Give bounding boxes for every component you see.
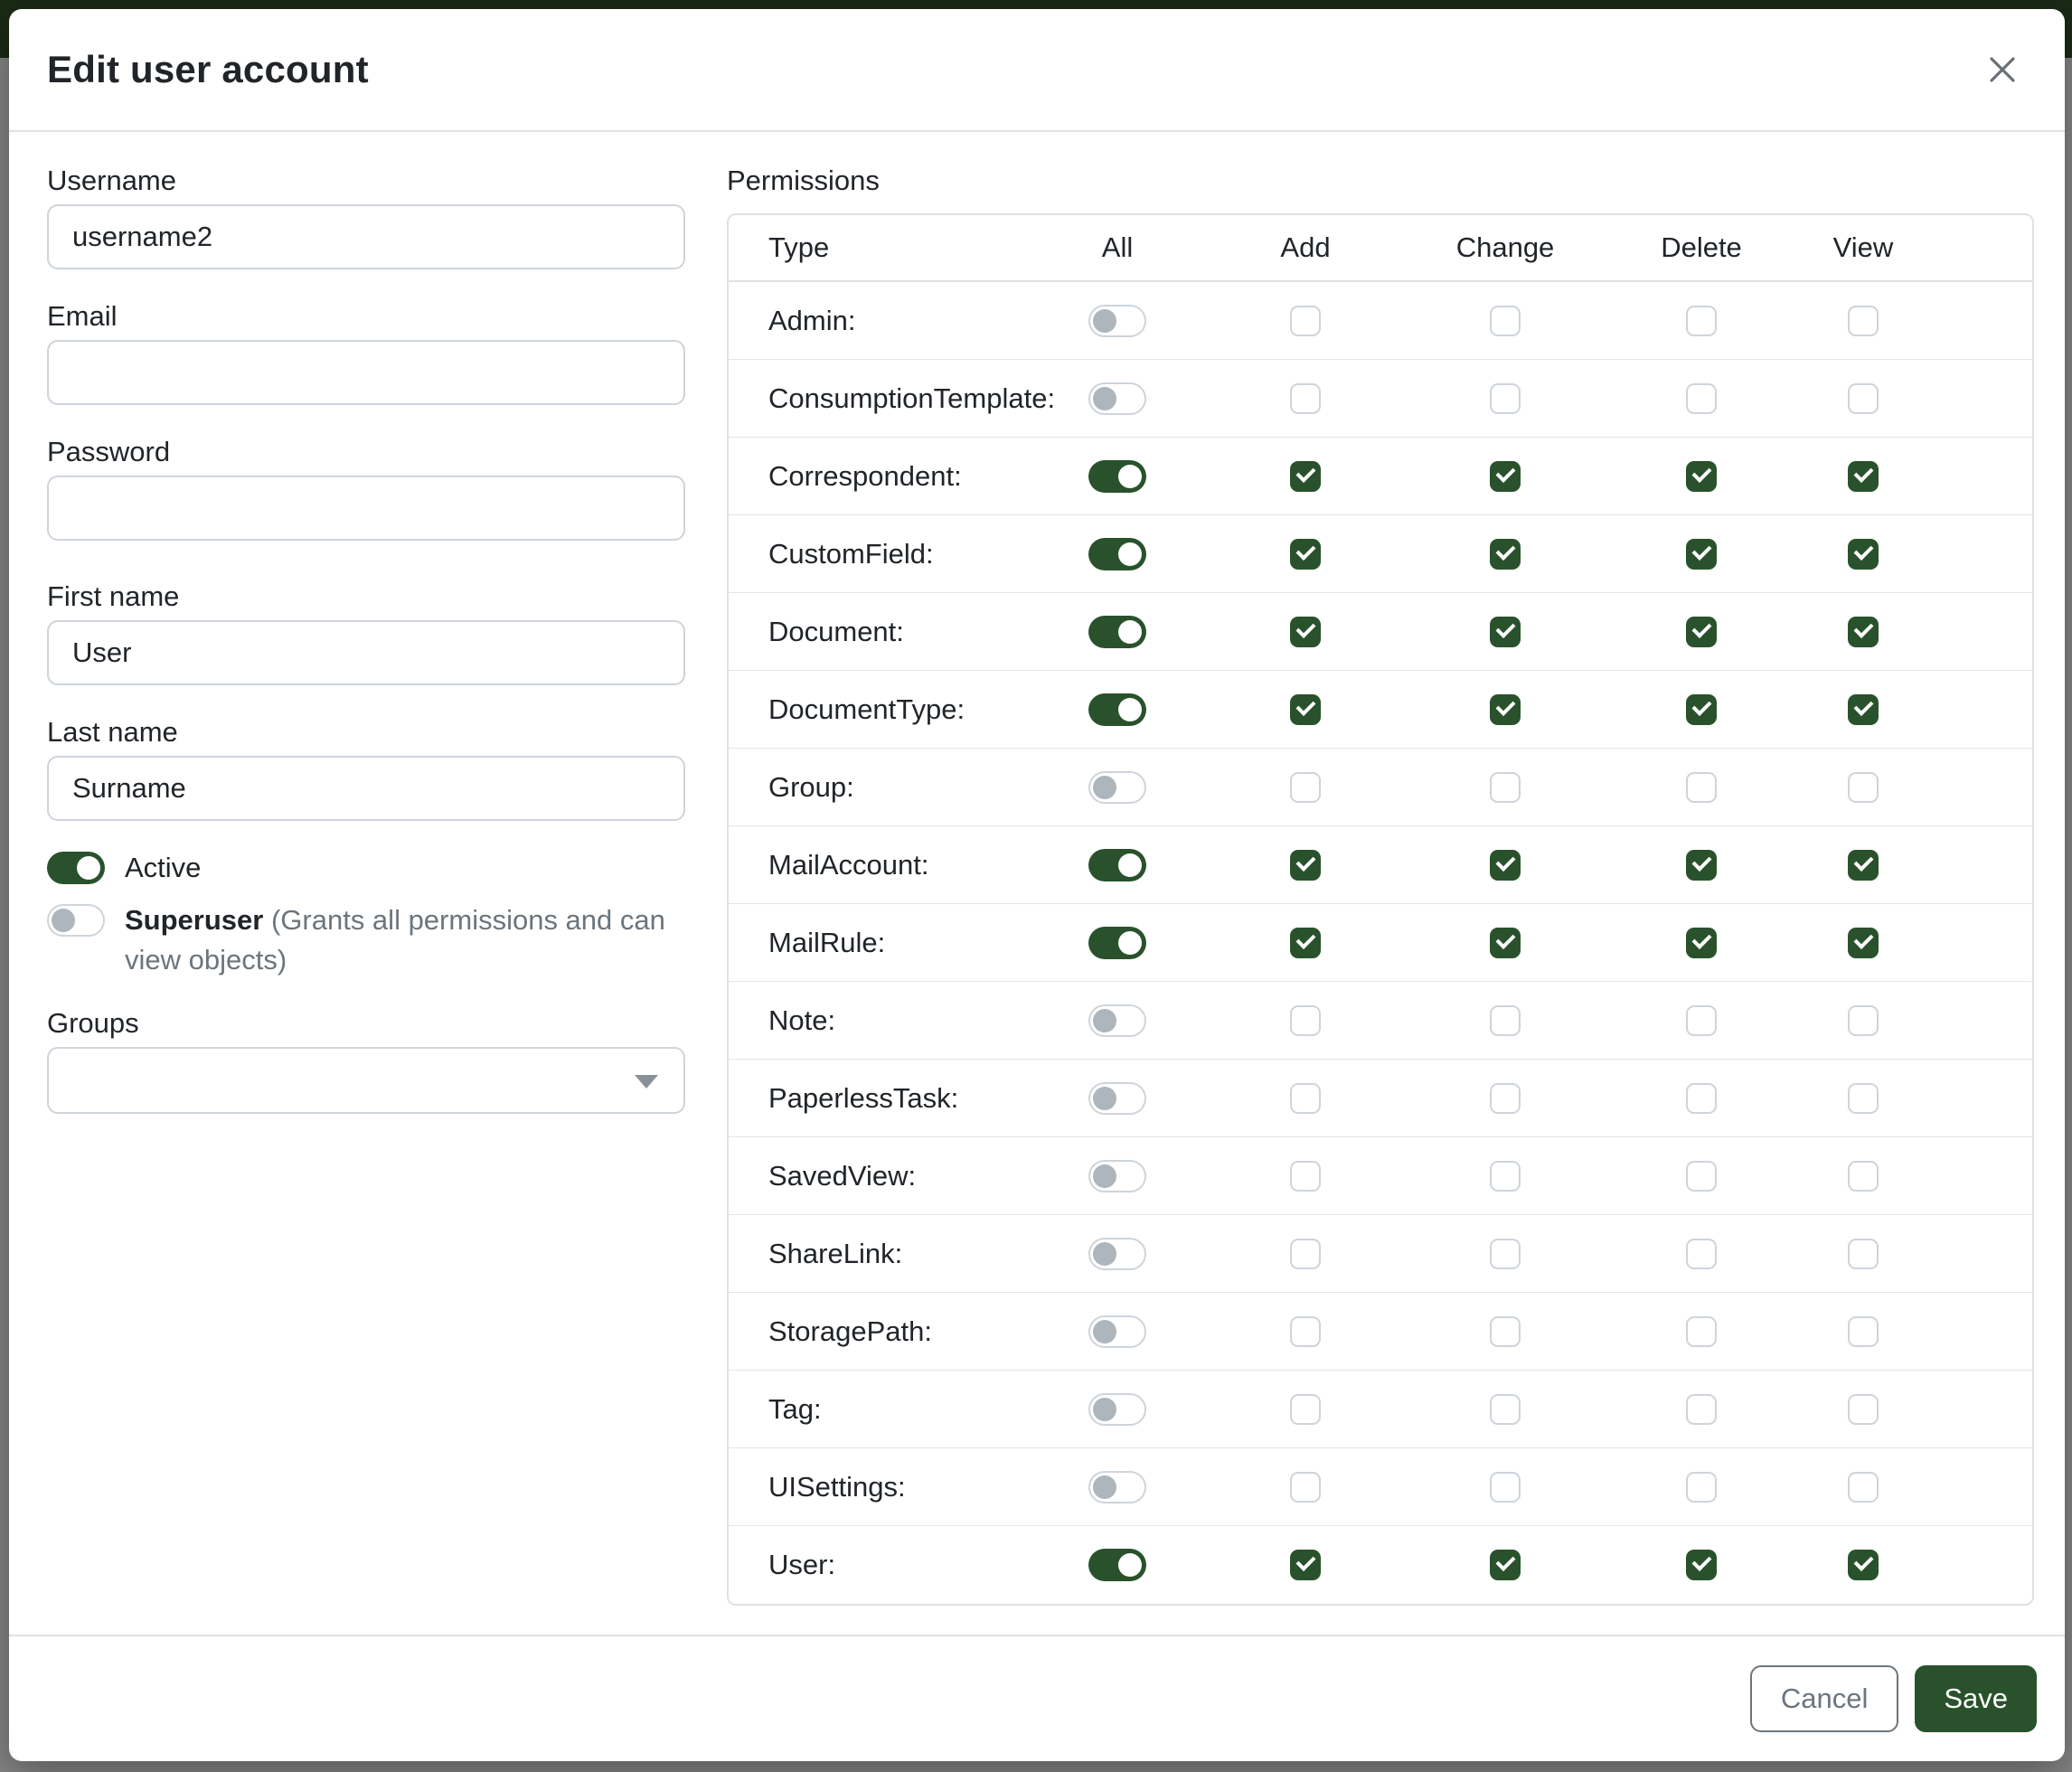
add-checkbox[interactable] [1290, 306, 1321, 336]
permission-cell-view [1795, 772, 1931, 803]
permission-cell-delete [1607, 694, 1795, 725]
permission-row [729, 1215, 2032, 1293]
permission-row [729, 282, 2032, 360]
toggle-knob [1118, 620, 1142, 644]
permission-cell-view [1795, 1472, 1931, 1503]
permission-cell-delete [1607, 1472, 1795, 1503]
permission-type-label: ConsumptionTemplate: [768, 382, 1056, 414]
view-checkbox[interactable] [1848, 1161, 1879, 1192]
permission-cell-add [1208, 1316, 1403, 1347]
permission-type-label: PaperlessTask: [768, 1081, 959, 1114]
delete-checkbox[interactable] [1686, 617, 1717, 647]
superuser-toggle[interactable] [47, 904, 105, 937]
permission-cell-view [1795, 1239, 1931, 1269]
close-button[interactable] [1978, 45, 2027, 94]
permission-cell-add [1208, 539, 1403, 570]
permission-cell-view [1795, 461, 1931, 492]
permission-cell-view [1795, 1005, 1931, 1036]
change-checkbox[interactable] [1490, 461, 1521, 492]
first-name-label: First name [47, 580, 180, 612]
change-checkbox[interactable] [1490, 539, 1521, 570]
all-toggle[interactable] [1088, 382, 1146, 415]
all-toggle[interactable] [1088, 1238, 1146, 1270]
permission-cell-all [1027, 693, 1208, 726]
permission-cell-all [1027, 538, 1208, 570]
permission-type-label: ShareLink: [768, 1237, 903, 1269]
add-checkbox[interactable] [1290, 461, 1321, 492]
all-toggle[interactable] [1088, 1549, 1146, 1581]
permission-type-label: UISettings: [768, 1470, 906, 1503]
permission-cell-change [1403, 772, 1607, 803]
add-checkbox[interactable] [1290, 1394, 1321, 1425]
all-toggle[interactable] [1088, 538, 1146, 570]
permission-row [729, 982, 2032, 1060]
permission-cell-change [1403, 1005, 1607, 1036]
permission-row [729, 1526, 2032, 1604]
delete-checkbox[interactable] [1686, 383, 1717, 414]
change-checkbox[interactable] [1490, 1550, 1521, 1580]
all-toggle[interactable] [1088, 1393, 1146, 1426]
permission-cell-change [1403, 1550, 1607, 1580]
password-group [47, 436, 685, 541]
permissions-table [727, 213, 2034, 1606]
superuser-hint: (Grants all permissions and can view objects) [125, 904, 665, 976]
permission-cell-all [1027, 771, 1208, 804]
permissions-table-body [729, 282, 2032, 1604]
view-checkbox[interactable] [1848, 1316, 1879, 1347]
all-toggle[interactable] [1088, 616, 1146, 648]
add-checkbox[interactable] [1290, 1083, 1321, 1114]
delete-checkbox[interactable] [1686, 1239, 1717, 1269]
permission-cell-add [1208, 1239, 1403, 1269]
edit-user-modal [9, 9, 2065, 1761]
permission-cell-add [1208, 1083, 1403, 1114]
delete-checkbox[interactable] [1686, 694, 1717, 725]
change-checkbox[interactable] [1490, 850, 1521, 881]
permission-cell-change [1403, 1239, 1607, 1269]
delete-checkbox[interactable] [1686, 1083, 1717, 1114]
all-toggle[interactable] [1088, 1315, 1146, 1348]
column-header-add: Add [1280, 231, 1331, 263]
all-toggle[interactable] [1088, 1471, 1146, 1503]
permission-type-label: Group: [768, 770, 854, 803]
delete-checkbox[interactable] [1686, 1394, 1717, 1425]
column-header-type: Type [768, 231, 830, 263]
permission-cell-delete [1607, 461, 1795, 492]
permission-cell-change [1403, 306, 1607, 336]
permission-cell-view [1795, 1394, 1931, 1425]
last-name-label: Last name [47, 716, 178, 748]
permission-cell-add [1208, 1472, 1403, 1503]
permission-cell-all [1027, 1549, 1208, 1581]
change-checkbox[interactable] [1490, 928, 1521, 958]
permission-cell-change [1403, 928, 1607, 958]
add-checkbox[interactable] [1290, 1239, 1321, 1269]
permission-cell-add [1208, 461, 1403, 492]
toggle-knob [1093, 1242, 1116, 1266]
view-checkbox[interactable] [1848, 383, 1879, 414]
permission-type-label: Admin: [768, 304, 856, 336]
permission-cell-delete [1607, 1161, 1795, 1192]
permission-row [729, 1293, 2032, 1371]
add-checkbox[interactable] [1290, 1161, 1321, 1192]
permission-cell-delete [1607, 383, 1795, 414]
groups-select[interactable] [47, 1047, 685, 1114]
delete-checkbox[interactable] [1686, 850, 1717, 881]
change-checkbox[interactable] [1490, 1083, 1521, 1114]
permission-type-label: MailRule: [768, 926, 886, 958]
permission-cell-all [1027, 1238, 1208, 1270]
permission-row [729, 749, 2032, 826]
permission-cell-delete [1607, 1550, 1795, 1580]
permission-type-label: User: [768, 1549, 836, 1580]
last-name-input[interactable] [47, 756, 685, 821]
delete-checkbox[interactable] [1686, 306, 1717, 336]
permission-cell-change [1403, 694, 1607, 725]
permission-cell-all [1027, 382, 1208, 415]
view-checkbox[interactable] [1848, 1239, 1879, 1269]
permission-cell-view [1795, 850, 1931, 881]
add-checkbox[interactable] [1290, 850, 1321, 881]
cancel-button[interactable]: Cancel [1750, 1665, 1899, 1732]
permission-cell-all [1027, 1160, 1208, 1192]
toggle-knob [1118, 853, 1142, 877]
permission-cell-add [1208, 1550, 1403, 1580]
permission-cell-view [1795, 1550, 1931, 1580]
permission-cell-view [1795, 694, 1931, 725]
column-header-change: Change [1455, 231, 1555, 263]
permission-cell-change [1403, 383, 1607, 414]
first-name-input[interactable] [47, 620, 685, 685]
view-checkbox[interactable] [1848, 306, 1879, 336]
close-icon [1984, 52, 2020, 88]
last-name-group [47, 716, 685, 821]
groups-group [47, 1007, 685, 1114]
permission-cell-view [1795, 306, 1931, 336]
delete-checkbox[interactable] [1686, 1161, 1717, 1192]
permission-row [729, 904, 2032, 982]
username-input[interactable] [47, 204, 685, 269]
toggle-knob [1093, 387, 1116, 410]
toggle-knob [1093, 1320, 1116, 1343]
toggle-knob [1093, 1398, 1116, 1421]
permission-cell-change [1403, 1472, 1607, 1503]
toggle-knob [52, 909, 75, 932]
modal-header [9, 9, 2065, 132]
permission-cell-change [1403, 539, 1607, 570]
permission-cell-add [1208, 383, 1403, 414]
add-checkbox[interactable] [1290, 694, 1321, 725]
permission-cell-all [1027, 927, 1208, 959]
permission-cell-add [1208, 1394, 1403, 1425]
permission-cell-change [1403, 1394, 1607, 1425]
first-name-group [47, 580, 685, 685]
permission-cell-delete [1607, 928, 1795, 958]
email-label: Email [47, 300, 118, 332]
add-checkbox[interactable] [1290, 928, 1321, 958]
permission-row [729, 515, 2032, 593]
add-checkbox[interactable] [1290, 1316, 1321, 1347]
permission-cell-delete [1607, 1316, 1795, 1347]
permission-cell-change [1403, 1083, 1607, 1114]
view-checkbox[interactable] [1848, 694, 1879, 725]
permissions-label: Permissions [727, 165, 880, 196]
toggle-knob [1118, 698, 1142, 721]
change-checkbox[interactable] [1490, 306, 1521, 336]
change-checkbox[interactable] [1490, 694, 1521, 725]
superuser-row [47, 904, 685, 980]
permission-cell-view [1795, 1161, 1931, 1192]
permission-cell-change [1403, 617, 1607, 647]
permission-cell-all [1027, 849, 1208, 881]
permission-cell-all [1027, 1315, 1208, 1348]
delete-checkbox[interactable] [1686, 1005, 1717, 1036]
toggle-knob [1093, 1475, 1116, 1499]
permission-row [729, 1137, 2032, 1215]
change-checkbox[interactable] [1490, 1472, 1521, 1503]
toggle-knob [1118, 465, 1142, 488]
toggle-knob [1093, 309, 1116, 333]
permission-type-label: Document: [768, 615, 904, 647]
change-checkbox[interactable] [1490, 383, 1521, 414]
permission-cell-delete [1607, 1005, 1795, 1036]
permissions-column [727, 165, 2034, 1635]
permission-cell-all [1027, 1004, 1208, 1037]
view-checkbox[interactable] [1848, 617, 1879, 647]
password-label: Password [47, 436, 171, 467]
delete-checkbox[interactable] [1686, 1550, 1717, 1580]
password-input[interactable] [47, 476, 685, 541]
groups-label: Groups [47, 1007, 139, 1039]
all-toggle[interactable] [1088, 460, 1146, 493]
permission-cell-add [1208, 928, 1403, 958]
permission-cell-all [1027, 1393, 1208, 1426]
username-group [47, 165, 685, 269]
superuser-label [125, 900, 685, 980]
permission-cell-all [1027, 460, 1208, 493]
permission-cell-add [1208, 1161, 1403, 1192]
add-checkbox[interactable] [1290, 1550, 1321, 1580]
add-checkbox[interactable] [1290, 383, 1321, 414]
permission-cell-change [1403, 461, 1607, 492]
permission-cell-add [1208, 772, 1403, 803]
view-checkbox[interactable] [1848, 1005, 1879, 1036]
user-form-column [47, 165, 685, 1635]
permission-cell-delete [1607, 1239, 1795, 1269]
modal-title: Edit user account [47, 48, 369, 90]
permission-type-label: CustomField: [768, 537, 934, 570]
change-checkbox[interactable] [1490, 1394, 1521, 1425]
toggle-knob [1093, 1087, 1116, 1110]
permission-cell-view [1795, 383, 1931, 414]
permission-row [729, 671, 2032, 749]
permission-row [729, 1060, 2032, 1137]
permission-cell-view [1795, 1316, 1931, 1347]
permission-cell-add [1208, 694, 1403, 725]
permission-cell-all [1027, 1082, 1208, 1115]
delete-checkbox[interactable] [1686, 928, 1717, 958]
view-checkbox[interactable] [1848, 850, 1879, 881]
permissions-table-header [729, 215, 2032, 282]
permission-cell-delete [1607, 772, 1795, 803]
permission-cell-view [1795, 928, 1931, 958]
permission-cell-delete [1607, 850, 1795, 881]
add-checkbox[interactable] [1290, 539, 1321, 570]
toggle-knob [1118, 931, 1142, 955]
save-button[interactable]: Save [1915, 1665, 2037, 1732]
permission-cell-change [1403, 1316, 1607, 1347]
permission-cell-add [1208, 306, 1403, 336]
username-label: Username [47, 165, 176, 196]
toggle-knob [1093, 776, 1116, 799]
change-checkbox[interactable] [1490, 1161, 1521, 1192]
permission-cell-delete [1607, 1083, 1795, 1114]
change-checkbox[interactable] [1490, 772, 1521, 803]
all-toggle[interactable] [1088, 1004, 1146, 1037]
permission-cell-change [1403, 850, 1607, 881]
view-checkbox[interactable] [1848, 461, 1879, 492]
active-label: Active [125, 852, 202, 883]
active-row [47, 852, 685, 888]
column-header-delete: Delete [1661, 231, 1742, 263]
column-header-view: View [1832, 231, 1894, 263]
add-checkbox[interactable] [1290, 772, 1321, 803]
view-checkbox[interactable] [1848, 1083, 1879, 1114]
permission-type-label: Tag: [768, 1392, 822, 1425]
permission-cell-all [1027, 1471, 1208, 1503]
permission-cell-add [1208, 1005, 1403, 1036]
delete-checkbox[interactable] [1686, 461, 1717, 492]
all-toggle[interactable] [1088, 1082, 1146, 1115]
add-checkbox[interactable] [1290, 1472, 1321, 1503]
delete-checkbox[interactable] [1686, 772, 1717, 803]
permission-cell-add [1208, 850, 1403, 881]
permission-cell-delete [1607, 1394, 1795, 1425]
permission-row [729, 360, 2032, 438]
change-checkbox[interactable] [1490, 617, 1521, 647]
view-checkbox[interactable] [1848, 772, 1879, 803]
change-checkbox[interactable] [1490, 1316, 1521, 1347]
permission-row [729, 826, 2032, 904]
column-header-all: All [1101, 231, 1134, 263]
all-toggle[interactable] [1088, 771, 1146, 804]
add-checkbox[interactable] [1290, 617, 1321, 647]
permission-cell-view [1795, 539, 1931, 570]
permission-cell-view [1795, 1083, 1931, 1114]
delete-checkbox[interactable] [1686, 1316, 1717, 1347]
delete-checkbox[interactable] [1686, 1472, 1717, 1503]
delete-checkbox[interactable] [1686, 539, 1717, 570]
toggle-knob [1093, 1164, 1116, 1188]
permission-cell-add [1208, 617, 1403, 647]
modal-footer [9, 1635, 2065, 1761]
view-checkbox[interactable] [1848, 928, 1879, 958]
permission-row [729, 1448, 2032, 1526]
change-checkbox[interactable] [1490, 1239, 1521, 1269]
view-checkbox[interactable] [1848, 1550, 1879, 1580]
permission-type-label: DocumentType: [768, 693, 965, 725]
all-toggle[interactable] [1088, 1160, 1146, 1192]
permission-cell-change [1403, 1161, 1607, 1192]
email-group [47, 300, 685, 405]
toggle-knob [1093, 1009, 1116, 1032]
permission-type-label: MailAccount: [768, 848, 929, 881]
permission-type-label: Correspondent: [768, 459, 962, 492]
permission-cell-delete [1607, 617, 1795, 647]
permission-cell-all [1027, 616, 1208, 648]
permission-cell-view [1795, 617, 1931, 647]
permission-type-label: Note: [768, 1004, 836, 1036]
all-toggle[interactable] [1088, 927, 1146, 959]
permission-cell-delete [1607, 539, 1795, 570]
all-toggle[interactable] [1088, 305, 1146, 337]
add-checkbox[interactable] [1290, 1005, 1321, 1036]
permission-row [729, 1371, 2032, 1448]
permission-cell-delete [1607, 306, 1795, 336]
view-checkbox[interactable] [1848, 1394, 1879, 1425]
all-toggle[interactable] [1088, 849, 1146, 881]
permission-row [729, 593, 2032, 671]
view-checkbox[interactable] [1848, 1472, 1879, 1503]
superuser-label-text: Superuser [125, 904, 264, 936]
permission-type-label: StoragePath: [768, 1315, 932, 1347]
toggle-knob [77, 856, 100, 880]
toggle-knob [1118, 1553, 1142, 1577]
modal-body [9, 132, 2065, 1635]
all-toggle[interactable] [1088, 693, 1146, 726]
active-toggle[interactable] [47, 852, 105, 884]
permission-cell-all [1027, 305, 1208, 337]
permission-type-label: SavedView: [768, 1159, 917, 1192]
chevron-down-icon [635, 1075, 658, 1089]
email-input[interactable] [47, 340, 685, 405]
change-checkbox[interactable] [1490, 1005, 1521, 1036]
view-checkbox[interactable] [1848, 539, 1879, 570]
permission-row [729, 438, 2032, 515]
toggle-knob [1118, 542, 1142, 566]
